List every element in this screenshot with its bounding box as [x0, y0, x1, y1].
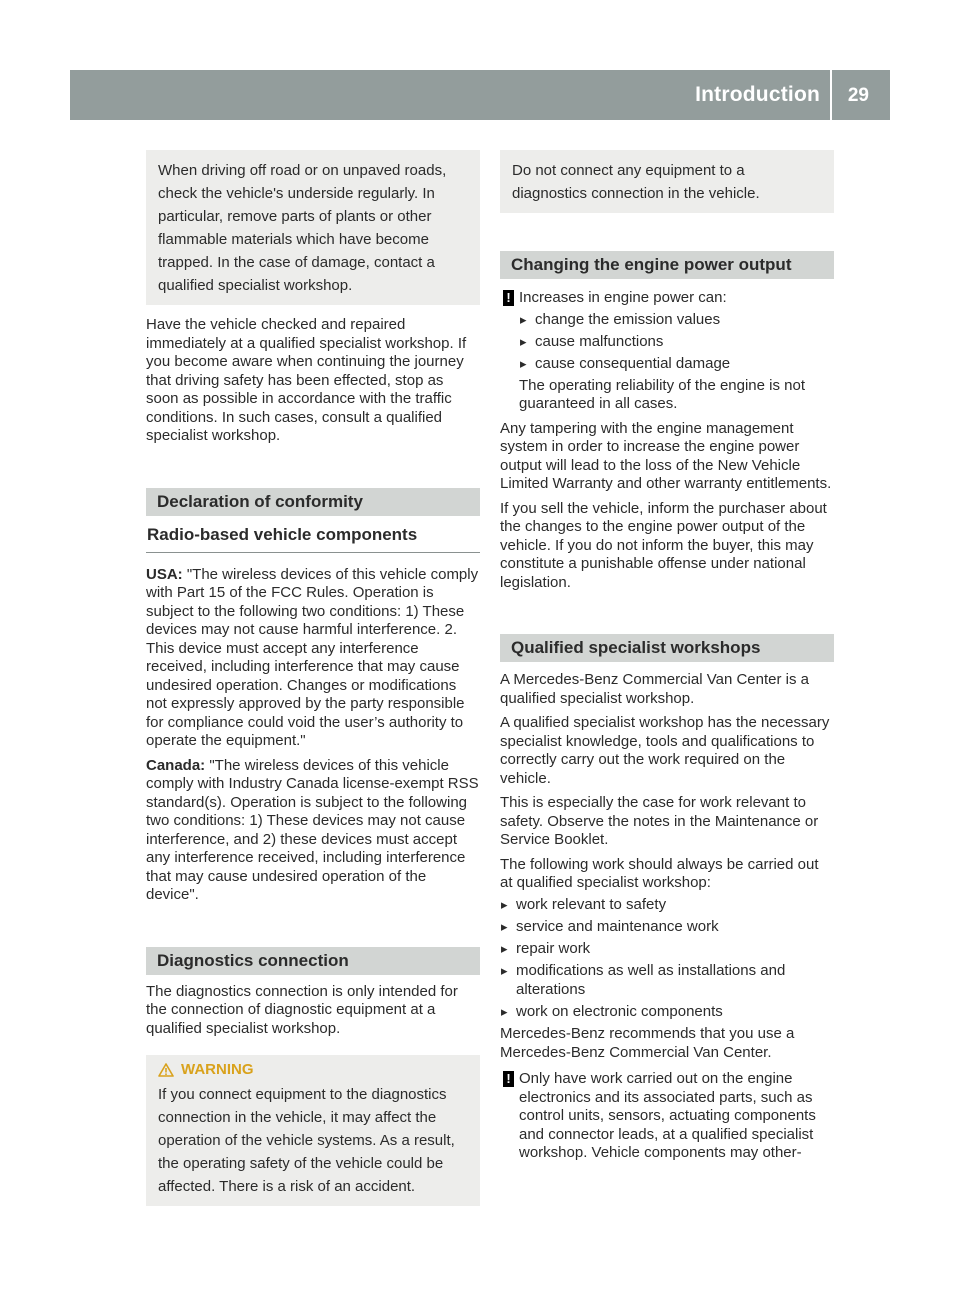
declaration-heading: Declaration of conformity — [146, 488, 480, 516]
engine-bullet-list — [519, 311, 834, 374]
canada-label: Canada: — [146, 756, 206, 774]
workshops-paragraph-5: Mercedes-Benz recommends that you use a Mercedes-Benz Commercial Van Center. — [500, 1025, 795, 1061]
canada-text: "The wireless devices of this vehicle comply with Industry Canada license-exempt RSS standard(s). Operation is subject to the following two conditions: 1) These devices may not cause interference, and 2) these devices must accept any interference received, including interference that may cause undesired operation of the device". — [146, 756, 479, 903]
diagnostics-note-text: Do not connect any equipment to a diagnostics connection in the vehicle. — [512, 162, 760, 202]
list-item: ▸ repair work — [500, 940, 834, 959]
left-column — [146, 150, 480, 1206]
list-item: ▸ work on electronic components — [500, 1003, 834, 1022]
canada-statement — [146, 757, 480, 905]
header-divider — [830, 70, 832, 120]
diagnostics-note-box — [500, 150, 834, 213]
workshops-paragraph-2: A qualified specialist workshop has the necessary specialist knowledge, tools and qualifications to correctly carry out the work required on the vehicle. — [500, 714, 830, 787]
engine-electronics-note — [500, 1070, 834, 1163]
page-header — [70, 70, 890, 120]
list-item: ▸ service and maintenance work — [500, 918, 834, 937]
exclamation-icon: ! — [503, 290, 514, 306]
workshop-bullet-list — [500, 896, 834, 1021]
warning-text: If you connect equipment to the diagnostics connection in the vehicle, it may affect the operation of the vehicle systems. As a result, the operating safety of the vehicle could be affected. There is a risk of an accident. — [158, 1086, 455, 1195]
engine-power-heading: Changing the engine power output — [500, 251, 834, 279]
engine-power-note — [500, 289, 834, 414]
warning-box — [146, 1055, 480, 1206]
list-item: ▸ cause malfunctions — [519, 333, 834, 352]
right-column — [500, 150, 834, 1163]
usa-text: "The wireless devices of this vehicle comply with Part 15 of the FCC Rules. Operation is subject to the following two conditions: 1) These devices may not cause harmful interference. 2. This device must accept any interference received, including interference that may cause undesired operation. Changes or modifications not expressly approved by the party responsible for compliance could void the user’s authority to operate the equipment." — [146, 565, 479, 749]
diagnostics-paragraph: The diagnostics connection is only intended for the connection of diagnostic equipment at a qualified specialist workshop. — [146, 982, 458, 1037]
offroad-note-box — [146, 150, 480, 305]
engine-paragraph-1: Any tampering with the engine management system in order to increase the engine power output will lead to the loss of the New Vehicle Limited Warranty and other warranty entitlements. — [500, 419, 832, 492]
offroad-note-text: When driving off road or on unpaved roads, check the vehicle's underside regularly. In particular, remove parts of plants or other flammable materials which have become trapped. In the case of damage, contact a qualified specialist workshop. — [158, 162, 447, 294]
section-title: Introduction — [695, 83, 820, 106]
engine-note-intro: Increases in engine power can: — [519, 289, 727, 306]
workshops-paragraph-3: This is especially the case for work relevant to safety. Observe the notes in the Maintenance or Service Booklet. — [500, 794, 819, 848]
engine-electronics-text: Only have work carried out on the engine electronics and its associated parts, such as control units, sensors, actuating components and connector leads, at a qualified specialist workshop. Vehicle components may other- — [519, 1070, 816, 1161]
workshops-paragraph-1: A Mercedes-Benz Commercial Van Center is a qualified specialist workshop. — [500, 671, 810, 707]
radio-components-subheading: Radio-based vehicle components — [146, 516, 480, 553]
list-item: ▸ modifications as well as installations and alterations — [500, 962, 834, 999]
offroad-paragraph: Have the vehicle checked and repaired immediately at a qualified specialist workshop. If you become aware when continuing the journey that driving safety has been effected, stop as soon as possible in accordance with the traffic conditions. In such cases, consult a qualified specialist workshop. — [146, 316, 467, 444]
list-item: ▸ change the emission values — [519, 311, 834, 330]
workshops-paragraph-4: The following work should always be carried out at qualified specialist workshop: — [500, 855, 819, 891]
page-number: 29 — [847, 85, 869, 106]
usa-statement — [146, 566, 480, 751]
exclamation-icon: ! — [503, 1071, 514, 1087]
usa-label: USA: — [146, 565, 183, 583]
warning-header — [158, 1061, 468, 1078]
engine-paragraph-2: If you sell the vehicle, inform the purchaser about the changes to the engine power output of the vehicle. If you do not inform the buyer, this may constitute a punishable offense under national legislation. — [500, 499, 827, 591]
list-item: ▸ work relevant to safety — [500, 896, 834, 915]
warning-triangle-icon — [158, 1063, 174, 1077]
warning-label: WARNING — [181, 1061, 254, 1078]
workshops-heading: Qualified specialist workshops — [500, 634, 834, 662]
diagnostics-heading: Diagnostics connection — [146, 947, 480, 975]
engine-note-end: The operating reliability of the engine is not guaranteed in all cases. — [519, 376, 806, 412]
list-item: ▸ cause consequential damage — [519, 355, 834, 374]
